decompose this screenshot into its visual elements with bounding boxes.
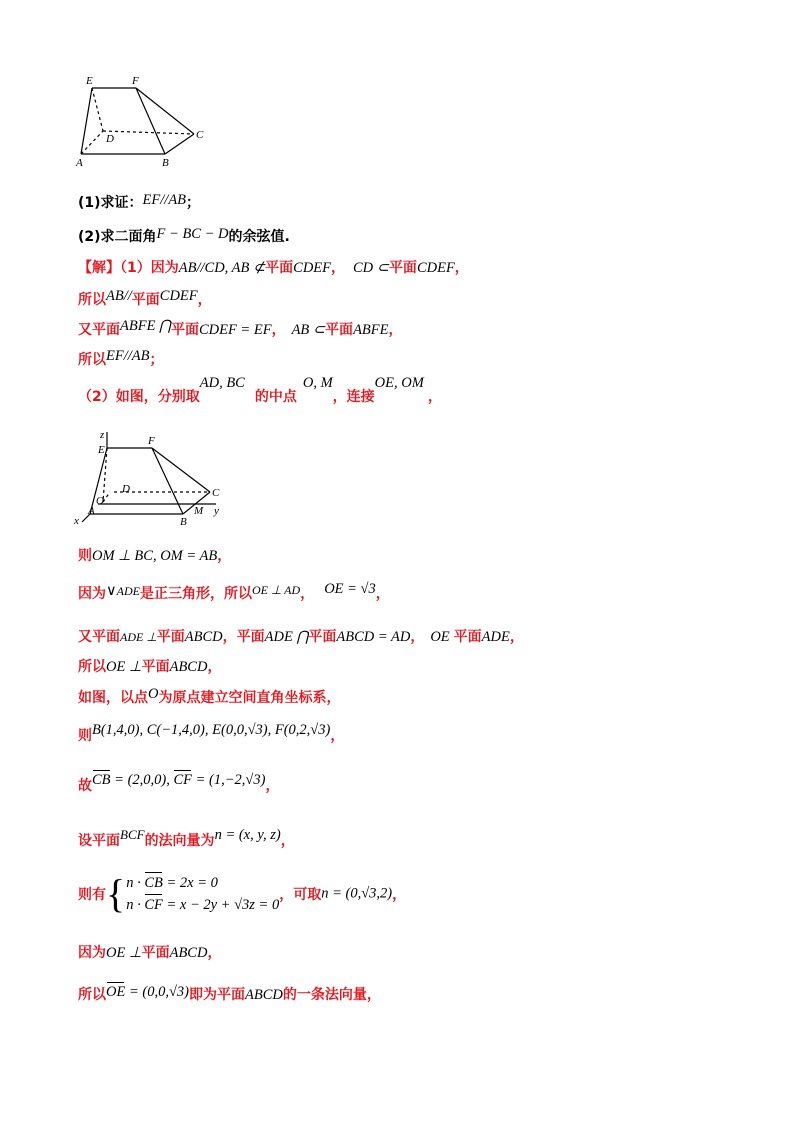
label-E: E bbox=[86, 75, 93, 87]
label-B: B bbox=[162, 157, 169, 169]
solution-line-10: 如图，以点O为原点建立空间直角坐标系， bbox=[78, 686, 341, 706]
label-A: A bbox=[76, 157, 83, 169]
solution-line-16: 所以OE = (0,0,√3)即为平面ABCD的一条法向量， bbox=[78, 984, 381, 1003]
label-D: D bbox=[122, 483, 130, 495]
system-brace: { bbox=[106, 871, 126, 916]
solution-line-4: 所以EF//AB； bbox=[78, 348, 164, 368]
label-F: F bbox=[132, 75, 139, 87]
axis-y-label: y bbox=[214, 505, 219, 517]
solution-line-12: 故CB = (2,0,0), CF = (1,−2,√3)， bbox=[78, 772, 280, 794]
figure-1 bbox=[70, 70, 220, 170]
solution-line-3: 又平面ABFE ⋂平面CDEF = EF， AB ⊂平面ABFE， bbox=[78, 318, 403, 338]
label-M: M bbox=[194, 505, 204, 517]
label-A: A bbox=[88, 505, 95, 517]
label-F: F bbox=[148, 435, 155, 447]
solution-line-2: 所以AB//平面CDEF， bbox=[78, 288, 212, 308]
figure-2 bbox=[70, 428, 230, 528]
label-E: E bbox=[98, 444, 105, 456]
label-C: C bbox=[196, 129, 204, 141]
solution-line-11: 则B(1,4,0), C(−1,4,0), E(0,0,√3), F(0,2,√3)， bbox=[78, 722, 345, 744]
solution-line-7: 因为∨ADE是正三角形，所以OE ⊥ AD， OE = √3， bbox=[78, 581, 390, 602]
solution-line-6: 则OM ⊥ BC, OM = AB， bbox=[78, 548, 232, 564]
axis-z-label: z bbox=[100, 429, 105, 441]
label-C: C bbox=[212, 487, 220, 499]
solution-line-1: 【解】（1）因为AB//CD, AB ⊄平面CDEF， CD ⊂平面CDEF， bbox=[78, 260, 469, 276]
question-1: (1)求证：EF//AB； bbox=[78, 192, 201, 211]
label-O: O bbox=[96, 495, 104, 507]
label-D: D bbox=[106, 133, 114, 145]
solution-line-15: 因为OE ⊥平面ABCD， bbox=[78, 945, 222, 961]
label-B: B bbox=[180, 516, 187, 528]
solution-line-9: 所以OE ⊥平面ABCD， bbox=[78, 659, 222, 675]
solution-line-13: 设平面BCF的法向量为n = (x, y, z)， bbox=[78, 827, 295, 849]
equation-system: n · CB = 2x = 0 n · CF = x − 2y + √3z = 0 bbox=[126, 872, 279, 916]
axis-x-label: x bbox=[74, 515, 79, 527]
solution-line-8: 又平面ADE ⊥平面ABCD，平面ADE ⋂平面ABCD = AD， OE 平面ADE， bbox=[78, 629, 524, 645]
solution-line-14: 则有{n · CB = 2x = 0 n · CF = x − 2y + √3z = 0，可取n = (0,√3,2)， bbox=[78, 871, 407, 916]
solution-line-5: （2）如图，分别取AD, BC的中点O, M，连接OE, OM， bbox=[78, 375, 442, 405]
question-2: (2)求二面角F − BC − D的余弦值. bbox=[78, 226, 290, 245]
